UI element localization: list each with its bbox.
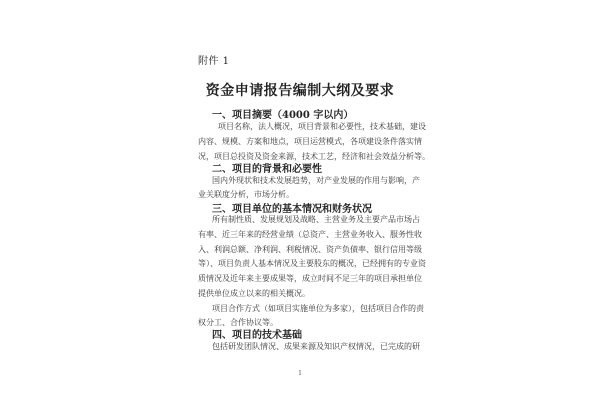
paragraph-line: 所有制性质、发展规划及战略、主营业务及主要产品市场占 [212,215,420,224]
paragraph-line: 有率、近三年来的经营业绩（总资产、主营业务收入、服务性收 [198,230,422,239]
paragraph-line: 入、利润总额、净利润、利税情况、资产负债率、银行信用等级 [198,245,422,254]
paragraph-line: 况，项目总投资及资金来源，技术工艺，经济和社会效益分析等。 [198,152,430,161]
attachment-label: 附件 1 [198,56,230,67]
paragraph-line: 包括研发团队情况、成果来源及知识产权情况，已完成的研 [212,342,420,351]
paragraph-line: 权分工、合作协议等。 [198,318,278,327]
section-heading-summary: 一、项目摘要（4000 字以内） [212,110,354,121]
section-heading-company-status: 三、项目单位的基本情况和财务状况 [212,204,372,215]
paragraph-line: 质情况及近年来主要成果等，成立时间不足三年的项目承担单位 [198,274,422,283]
paragraph-line: 项目名称，法人概况，项目背景和必要性，技术基础，建设 [218,122,426,131]
section-heading-technical-basis: 四、项目的技术基础 [212,330,302,341]
paragraph-line: 业关联度分析，市场分析。 [198,190,294,199]
paragraph-line: 国内外现状和技术发展趋势，对产业发展的作用与影响，产 [212,176,420,185]
paragraph-line: 等）、项目负责人基本情况及主要股东的概况，已经拥有的专业资 [198,259,426,268]
page-number: 1 [298,370,302,377]
paragraph-line: 项目合作方式（如项目实施单位为多家），包括项目合作的责 [212,304,424,313]
document-title: 资金申请报告编制大纲及要求 [205,83,395,99]
paragraph-line: 内容、规模、方案和地点，项目运营模式，各项建设条件落实情 [198,137,422,146]
section-heading-background: 二、项目的背景和必要性 [212,164,322,175]
paragraph-line: 提供单位成立以来的相关概况。 [198,289,310,298]
